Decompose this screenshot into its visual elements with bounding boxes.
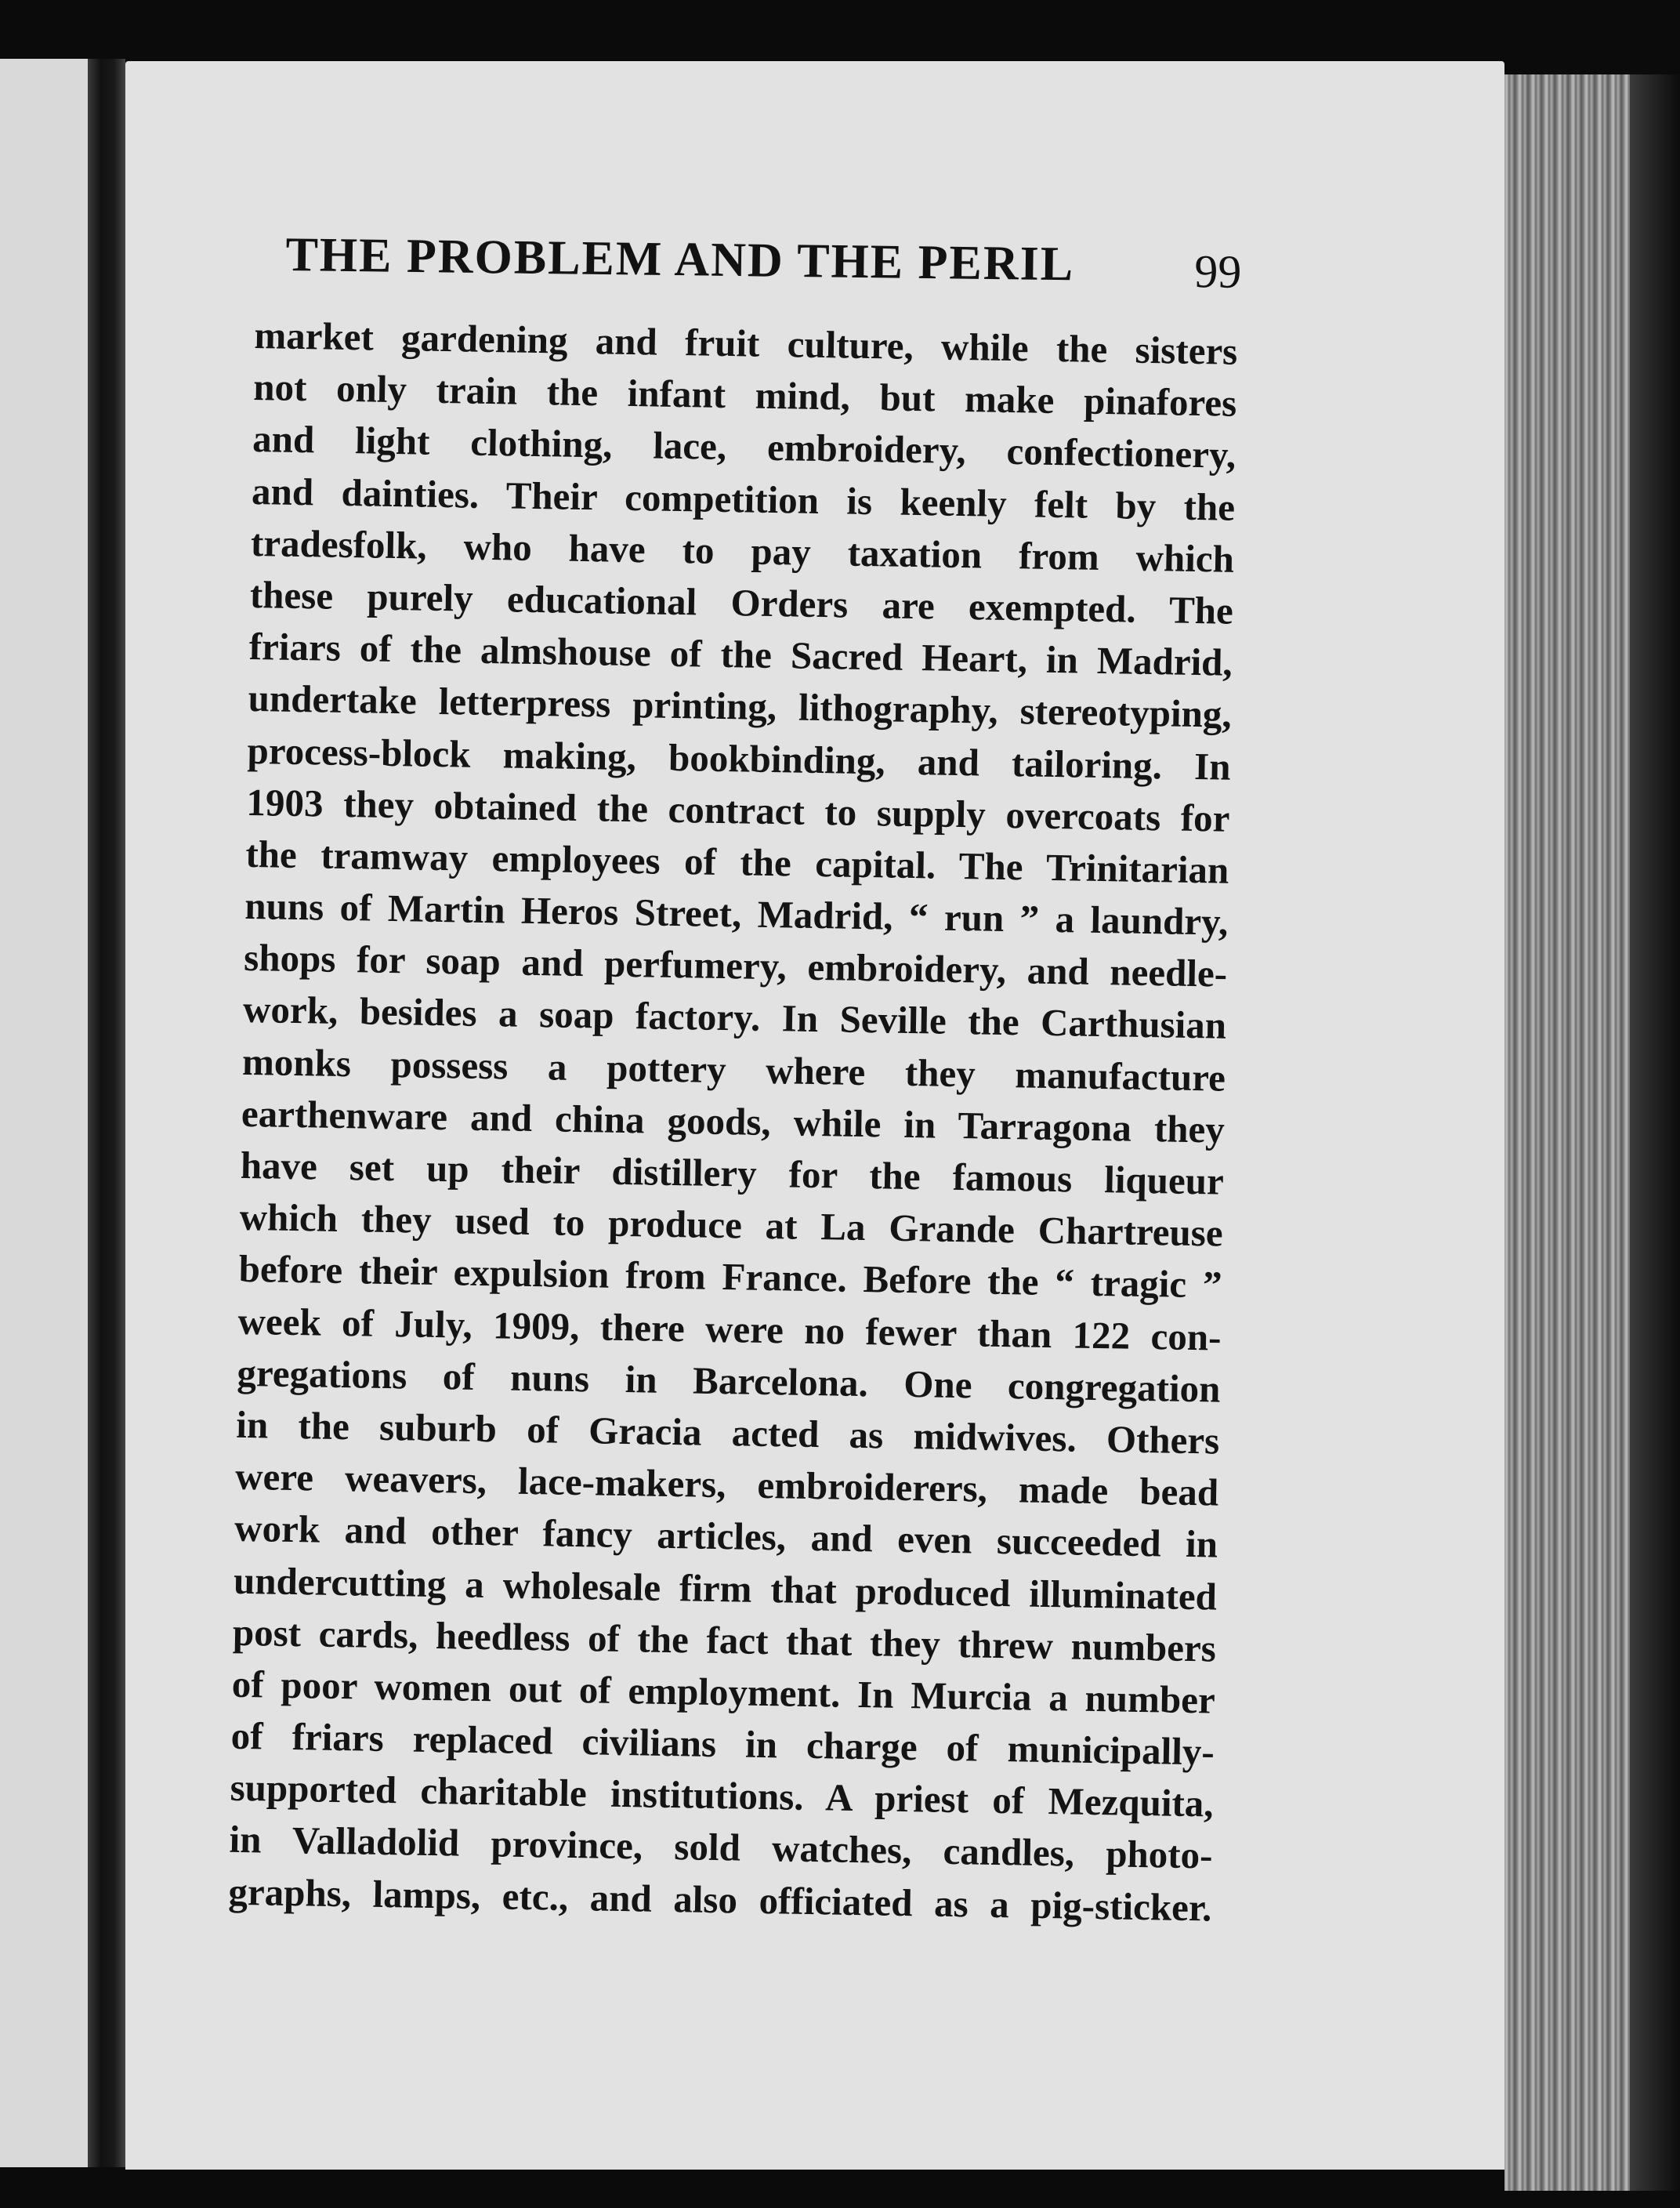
text-line: post cards, heedless of the fact that they threw numbers (232, 1610, 1217, 1670)
text-line: gregations of nuns in Barcelona. One congregation (237, 1351, 1221, 1411)
text-line: process-block making, bookbinding, and tailoring. In (247, 728, 1231, 789)
text-line: not only train the infant mind, but make pinafores (252, 365, 1237, 425)
text-line: shops for soap and perfumery, embroidery, and needle- (243, 936, 1228, 995)
text-line: and dainties. Their competition is keenly felt by the (251, 469, 1236, 529)
text-line: market gardening and fruit culture, while the sisters (254, 313, 1238, 373)
text-line: week of July, 1909, there were no fewer than 122 con- (237, 1299, 1222, 1359)
page-number: 99 (1193, 245, 1242, 298)
text-line: work, besides a soap factory. In Seville the Carthusian (242, 988, 1227, 1048)
text-line: graphs, lamps, etc., and also officiated as a pig-sticker. (228, 1869, 1212, 1930)
text-line: in Valladolid province, sold watches, candles, photo- (229, 1818, 1213, 1877)
running-title: THE PROBLEM AND THE PERIL (285, 227, 1075, 292)
text-line: undertake letterpress printing, lithography, stereotyping, (248, 676, 1233, 737)
text-line: undercutting a wholesale firm that produced illuminated (233, 1558, 1218, 1619)
text-line: nuns of Martin Heros Street, Madrid, “ run ” a laundry, (244, 883, 1229, 944)
text-line: monks possess a pottery where they manufacture (241, 1039, 1226, 1100)
text-line: supported charitable institutions. A priest of Mezquita, (230, 1765, 1215, 1825)
text-line: of poor women out of employment. In Murcia a number (231, 1662, 1216, 1722)
page-block-shadow (1630, 74, 1680, 2191)
text-line: which they used to produce at La Grande Chartreuse (239, 1195, 1224, 1255)
text-line: in the suburb of Gracia acted as midwives. Others (235, 1402, 1220, 1463)
text-line: before their expulsion from France. Before the “ tragic ” (238, 1247, 1222, 1307)
text-line: these purely educational Orders are exempted. The (249, 572, 1234, 633)
facing-page-edge (0, 59, 88, 2167)
page-block-edge (1504, 74, 1646, 2191)
text-line: of friars replaced civilians in charge of municipally- (230, 1713, 1215, 1774)
text-line: 1903 they obtained the contract to supply overcoats for (246, 780, 1230, 840)
text-line: have set up their distillery for the famous liqueur (240, 1143, 1225, 1203)
text-line: were weavers, lace-makers, embroiderers, made bead (234, 1454, 1219, 1514)
text-line: tradesfolk, who have to pay taxation from which (250, 520, 1235, 581)
text-line: earthenware and china goods, while in Tarragona they (241, 1091, 1226, 1151)
text-line: friars of the almshouse of the Sacred Heart, in Madrid, (248, 625, 1233, 684)
running-head (285, 227, 1438, 312)
book-gutter (88, 59, 125, 2167)
text-line: the tramway employees of the capital. The Trinitarian (245, 832, 1229, 892)
text-line: and light clothing, lace, embroidery, confectionery, (252, 417, 1236, 477)
body-text (228, 310, 1238, 1934)
text-line: work and other fancy articles, and even succeeded in (234, 1506, 1218, 1566)
